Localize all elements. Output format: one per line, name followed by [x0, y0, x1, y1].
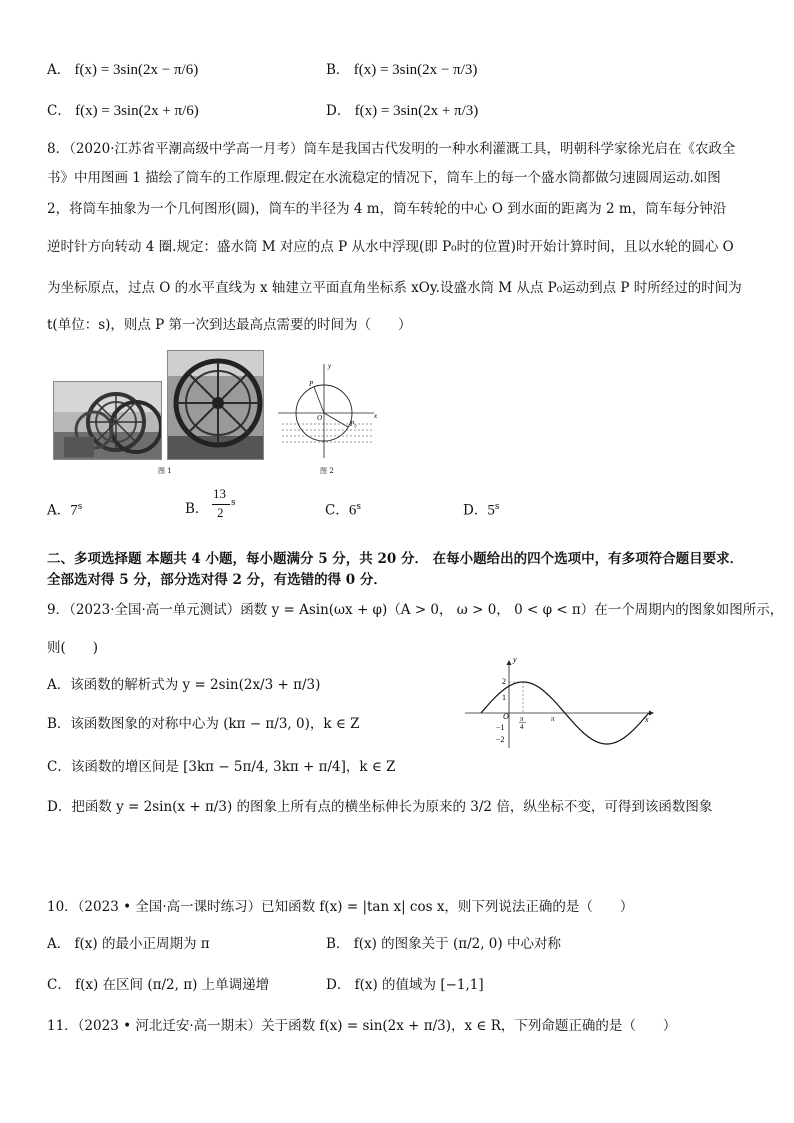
q10-option-c: C． f(x) 在区间 (π/2, π) 上单调递增: [47, 977, 270, 993]
q7-option-a: A． f(x) = 3sin(2x − π/6): [47, 62, 199, 78]
q10-option-a: A． f(x) 的最小正周期为 π: [47, 936, 210, 952]
q7-option-d: D． f(x) = 3sin(2x + π/3): [326, 103, 479, 119]
q9-graph-tick-pi4-num: π: [520, 715, 524, 723]
q9-option-a: A．该函数的解析式为 y = 2sin(2x/3 + π/3): [47, 677, 321, 693]
section-2-instructions: 全部选对得 5 分，部分选对得 2 分，有选错的得 0 分．: [47, 572, 387, 588]
q9-graph-x-label: x: [645, 715, 649, 724]
q9-graph-tick-neg1: −1: [496, 723, 505, 732]
figure-2-p0-label: P₀: [350, 420, 357, 428]
q8-option-d: D．5$^s$: [463, 502, 500, 519]
section-2-heading: 二、多项选择题 本题共 4 小题，每小题满分 5 分，共 20 分． 在每小题给出的四个选项中，有多项符合题目要求．: [47, 551, 744, 567]
q9-graph-tick-pi: π: [551, 715, 555, 723]
q7-option-b: B． f(x) = 3sin(2x − π/3): [326, 62, 478, 78]
q7-option-c-formula: f(x) = 3sin(2x + π/6): [75, 103, 199, 119]
q8-option-c: C．6$^s$: [325, 502, 361, 519]
figure-2-y-label: y: [328, 362, 332, 370]
q9-option-d: D．把函数 y = 2sin(x + π/3) 的图象上所有点的横坐标伸长为原来的 3/2 倍，纵坐标不变，可得到该函数图象: [47, 799, 713, 815]
waterwheel-photo-2: [167, 350, 264, 460]
q9-graph-origin: O: [503, 712, 509, 721]
q8-line-1: 8．（2020·江苏省平潮高级中学高一月考）筒车是我国古代发明的一种水利灌溉工具，明朝科学家徐光启在《农政全: [47, 141, 736, 157]
figure-2-x-label: x: [374, 412, 378, 420]
q8-line-4: 逆时针方向转动 4 圈.规定：盛水筒 M 对应的点 P 从水中浮现(即 P₀时的位置)时开始计算时间，且以水轮的圆心 O: [47, 239, 734, 255]
q10-line-1: 10．（2023 • 全国·高一课时练习）已知函数 f(x) = |tan x| cos x，则下列说法正确的是（ ）: [47, 899, 634, 915]
q8-line-3: 2，将筒车抽象为一个几何图形(圆)，筒车的半径为 4 m，筒车转轮的中心 O 到水面的距离为 2 m，筒车每分钟沿: [47, 201, 727, 217]
q9-option-c: C．该函数的增区间是 [3kπ − 5π/4, 3kπ + π/4]，k ∈ Z: [47, 759, 396, 775]
q9-graph-tick-1: 1: [502, 693, 506, 702]
q8-line-2: 书》中用图画 1 描绘了筒车的工作原理.假定在水流稳定的情况下，筒车上的每一个盛水筒都做匀速圆周运动.如图: [47, 170, 721, 186]
q9-graph-tick-neg2: −2: [496, 735, 505, 744]
q9-sine-graph: [463, 658, 655, 750]
figure-2-p-label: P: [309, 380, 314, 388]
q11-line-1: 11．（2023 • 河北迁安·高一期末）关于函数 f(x) = sin(2x + π/3)，x ∈ R，下列命题正确的是（ ）: [47, 1018, 677, 1034]
waterwheel-photo-1: [53, 381, 162, 460]
q9-graph-tick-pi4-den: 4: [520, 723, 524, 731]
figure-2-diagram: [274, 356, 384, 464]
q8-option-a: A．7$^s$: [47, 502, 83, 519]
q9-graph-y-label: y: [513, 658, 517, 664]
q9-graph-tick-2: 2: [502, 677, 506, 686]
q9-line-1: 9．（2023·全国·高一单元测试）函数 y = Asin(ωx + φ)（A > 0， ω > 0， 0 < φ < π）在一个周期内的图象如图所示，: [47, 602, 784, 618]
q8-line-6: t(单位：s)，则点 P 第一次到达最高点需要的时间为（ ）: [47, 317, 412, 333]
q7-option-c: C． f(x) = 3sin(2x + π/6): [47, 103, 199, 119]
figure-2-origin-label: O: [317, 414, 323, 422]
q7-option-a-formula: f(x) = 3sin(2x − π/6): [74, 62, 199, 78]
figure-2-caption: 图 2: [320, 467, 334, 475]
q7-option-b-formula: f(x) = 3sin(2x − π/3): [353, 62, 478, 78]
figure-1-caption: 图 1: [158, 467, 172, 475]
q10-option-b: B． f(x) 的图象关于 (π/2, 0) 中心对称: [326, 936, 561, 952]
q8-line-5: 为坐标原点，过点 O 的水平直线为 x 轴建立平面直角坐标系 xOy.设盛水筒 M 从点 P₀运动到点 P 时所经过的时间为: [47, 280, 742, 296]
q10-option-d: D． f(x) 的值域为 [−1,1]: [326, 977, 484, 993]
q9-line-2: 则( ): [47, 640, 99, 656]
q9-option-b: B．该函数图象的对称中心为 (kπ − π/3, 0)，k ∈ Z: [47, 716, 360, 732]
q7-option-d-formula: f(x) = 3sin(2x + π/3): [354, 103, 479, 119]
